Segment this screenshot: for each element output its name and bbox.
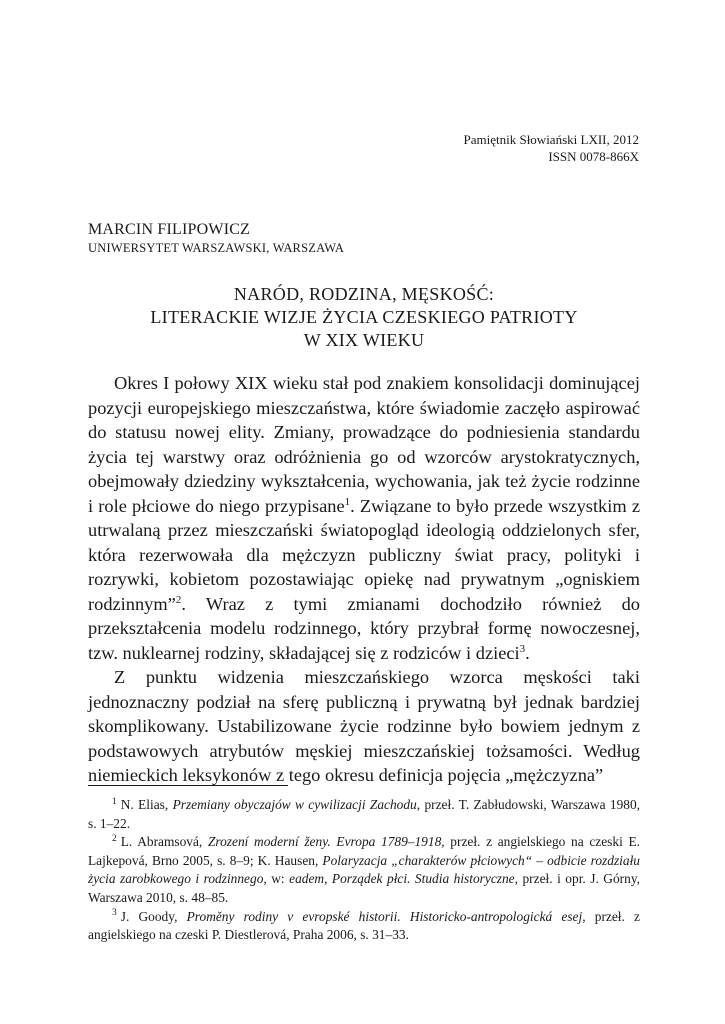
- footnote-3-number: 3: [112, 908, 117, 919]
- author-affiliation: UNIWERSYTET WARSZAWSKI, WARSZAWA: [88, 241, 345, 255]
- paragraph-1: [88, 371, 640, 665]
- footnote-2: [88, 833, 640, 907]
- footnote-ref-2: 2: [175, 593, 182, 606]
- paragraph-1-text-b: . Związane to było przede wszystkim z utrwalaną przez mieszczański światopogląd ideologią oddzielonych sfer, która rezerwowała dla mężczyzn publiczny świat pracy, polityki i rozrywki, kobietom pozostawiając opiekę nad prywatnym „ogniskiem rodzinnym”: [88, 495, 640, 614]
- footnote-1: [88, 796, 640, 833]
- footnote-3: [88, 908, 640, 945]
- footnote-2-details-2: , w:: [263, 871, 290, 887]
- footnote-2-work-title-3: eadem, Porządek płci. Studia historyczne: [289, 871, 515, 887]
- footnotes: [88, 796, 640, 945]
- paragraph-1-text-c: . Wraz z tymi zmianami dochodziło również do przekształcenia modelu rodzinnego, który przybrał formę nowoczesnej, tzw. nuklearnej rodziny, składającej się z rodziców i dzieci: [88, 593, 640, 663]
- issn: ISSN 0078-866X: [548, 149, 639, 164]
- footnote-1-number: 1: [112, 796, 117, 807]
- paragraph-1-text-a: Okres I połowy XIX wieku stał pod znakiem konsolidacji dominującej pozycji europejskiego mieszczaństwa, które świadomie zaczęło aspirować do statusu nowej elity. Zmiany, prowadzące do podniesienia standardu życia tej warstwy oraz odróżnienia go od wzorców arystokratycznych, obejmowały dziedziny wykształcenia, wychowania, jak też życie rodzinne i role płciowe do niego przypisane: [88, 373, 640, 516]
- author-name: MARCIN FILIPOWICZ: [88, 221, 251, 238]
- journal-title: Pamiętnik Słowiański LXII, 2012: [463, 132, 639, 147]
- footnote-divider: [88, 785, 288, 786]
- footnote-1-author: N. Elias,: [120, 797, 173, 812]
- title-line-1: NARÓD, RODZINA, MĘSKOŚĆ:: [233, 284, 495, 304]
- footnote-2-work-title-2: Polaryzacja „charakterów płciowych“ – odbicie rozdziału życia zarobkowego i rodzinnego: [88, 852, 640, 887]
- footnote-2-number: 2: [112, 833, 117, 844]
- paragraph-1-text-d: .: [525, 642, 530, 663]
- article-title: [88, 283, 640, 352]
- footnote-2-details-1: , przeł. z angielskiego na czeski E. Lajkepová, Brno 2005, s. 8–9; K. Hausen,: [88, 834, 640, 868]
- footnote-1-details: , przeł. T. Zabłudowski, Warszawa 1980, s. 1–22.: [88, 797, 641, 831]
- footnote-2-author: L. Abramsová,: [120, 834, 208, 850]
- article-body: [88, 371, 640, 788]
- footnote-ref-1: 1: [344, 495, 351, 508]
- footnote-3-author: J. Goody,: [120, 908, 187, 924]
- footnote-1-work-title: Przemiany obyczajów w cywilizacji Zachodu: [172, 797, 417, 812]
- title-line-2: LITERACKIE WIZJE ŻYCIA CZESKIEGO PATRIOTY: [150, 307, 578, 327]
- author-block: [88, 220, 344, 256]
- footnote-3-work-title: Proměny rodiny v evropské historii. Historicko-antropologická esej,: [186, 908, 586, 924]
- footnote-2-details-3: , przeł. i opr. J. Górny, Warszawa 2010, s. 48–85.: [88, 871, 641, 905]
- footnote-3-details: przeł. z angielskiego na czeski P. Diestlerová, Praha 2006, s. 31–33.: [88, 908, 640, 943]
- paragraph-2: Z punktu widzenia mieszczańskiego wzorca męskości taki jednoznaczny podział na sferę publiczną i prywatną był jednak bardziej skomplikowany. Ustabilizowane życie rodzinne było bowiem jednym z podstawowych atrybutów męskiej mieszczańskiej tożsamości. Według niemieckich leksykonów z tego okresu definicja pojęcia „mężczyzna”: [88, 667, 640, 785]
- footnote-2-work-title-1: Zrození moderní ženy. Evropa 1789–1918: [207, 834, 442, 850]
- title-line-3: W XIX WIEKU: [303, 330, 425, 350]
- footnote-ref-3: 3: [519, 642, 526, 655]
- journal-header: [464, 131, 640, 165]
